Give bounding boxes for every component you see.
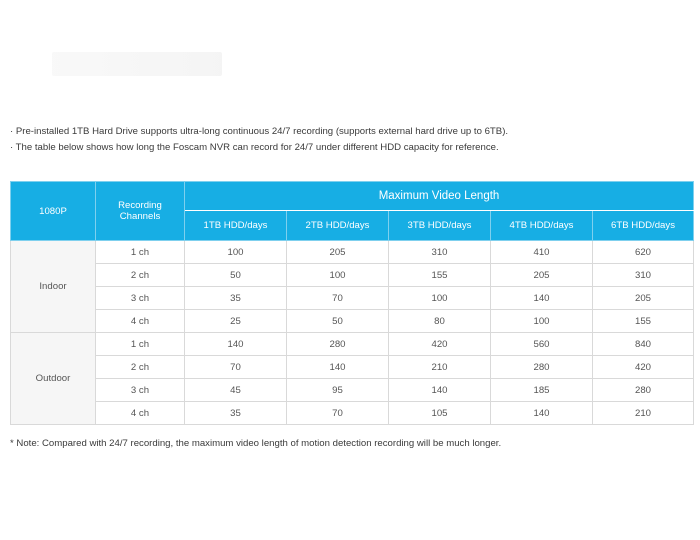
days-value-cell: 70 <box>287 287 389 310</box>
days-value-cell: 185 <box>491 379 593 402</box>
table-row <box>11 356 694 379</box>
days-value-cell: 140 <box>389 379 491 402</box>
location-cell: Indoor <box>11 241 96 333</box>
days-value-cell: 840 <box>593 333 694 356</box>
days-value-cell: 310 <box>593 264 694 287</box>
days-value-cell: 100 <box>185 241 287 264</box>
days-value-cell: 410 <box>491 241 593 264</box>
faint-logo <box>52 52 222 76</box>
recording-table-container <box>10 181 693 425</box>
days-value-cell: 100 <box>389 287 491 310</box>
days-value-cell: 45 <box>185 379 287 402</box>
days-value-cell: 25 <box>185 310 287 333</box>
days-value-cell: 140 <box>185 333 287 356</box>
days-value-cell: 205 <box>593 287 694 310</box>
days-value-cell: 310 <box>389 241 491 264</box>
capacity-column-header: 2TB HDD/days <box>287 211 389 241</box>
capacity-column-header: 1TB HDD/days <box>185 211 287 241</box>
table-row <box>11 333 694 356</box>
notes <box>10 124 508 156</box>
days-value-cell: 70 <box>185 356 287 379</box>
table-row <box>11 310 694 333</box>
days-value-cell: 205 <box>491 264 593 287</box>
max-video-length-header: Maximum Video Length <box>185 182 694 211</box>
days-value-cell: 280 <box>491 356 593 379</box>
footnote: * Note: Compared with 24/7 recording, the maximum video length of motion detection recording will be much longer. <box>10 438 502 449</box>
days-value-cell: 560 <box>491 333 593 356</box>
days-value-cell: 155 <box>389 264 491 287</box>
table-row <box>11 402 694 425</box>
channels-cell: 3 ch <box>96 379 185 402</box>
days-value-cell: 100 <box>287 264 389 287</box>
note-line: · The table below shows how long the Foscam NVR can record for 24/7 under different HDD capacity for reference. <box>10 142 499 153</box>
days-value-cell: 420 <box>593 356 694 379</box>
days-value-cell: 620 <box>593 241 694 264</box>
channels-header <box>96 182 185 241</box>
days-value-cell: 155 <box>593 310 694 333</box>
table-row <box>11 264 694 287</box>
note-line: · Pre-installed 1TB Hard Drive supports ultra-long continuous 24/7 recording (supports external hard drive up to 6TB). <box>10 126 509 137</box>
recording-length-table <box>10 181 694 425</box>
days-value-cell: 105 <box>389 402 491 425</box>
days-value-cell: 280 <box>593 379 694 402</box>
days-value-cell: 70 <box>287 402 389 425</box>
days-value-cell: 210 <box>389 356 491 379</box>
days-value-cell: 205 <box>287 241 389 264</box>
days-value-cell: 50 <box>287 310 389 333</box>
channels-cell: 2 ch <box>96 356 185 379</box>
channels-cell: 4 ch <box>96 310 185 333</box>
resolution-header: 1080P <box>11 182 96 241</box>
channels-header-line: Channels <box>119 211 161 222</box>
channels-cell: 1 ch <box>96 241 185 264</box>
channels-header-line: Recording <box>118 200 162 211</box>
days-value-cell: 140 <box>491 402 593 425</box>
days-value-cell: 100 <box>491 310 593 333</box>
channels-cell: 4 ch <box>96 402 185 425</box>
days-value-cell: 35 <box>185 402 287 425</box>
table-row <box>11 379 694 402</box>
days-value-cell: 280 <box>287 333 389 356</box>
days-value-cell: 210 <box>593 402 694 425</box>
days-value-cell: 140 <box>491 287 593 310</box>
capacity-column-header: 6TB HDD/days <box>593 211 694 241</box>
days-value-cell: 80 <box>389 310 491 333</box>
channels-cell: 2 ch <box>96 264 185 287</box>
days-value-cell: 35 <box>185 287 287 310</box>
location-cell: Outdoor <box>11 333 96 425</box>
days-value-cell: 420 <box>389 333 491 356</box>
table-row <box>11 241 694 264</box>
days-value-cell: 140 <box>287 356 389 379</box>
capacity-column-header: 4TB HDD/days <box>491 211 593 241</box>
table-row <box>11 287 694 310</box>
days-value-cell: 95 <box>287 379 389 402</box>
days-value-cell: 50 <box>185 264 287 287</box>
capacity-column-header: 3TB HDD/days <box>389 211 491 241</box>
channels-cell: 3 ch <box>96 287 185 310</box>
channels-cell: 1 ch <box>96 333 185 356</box>
